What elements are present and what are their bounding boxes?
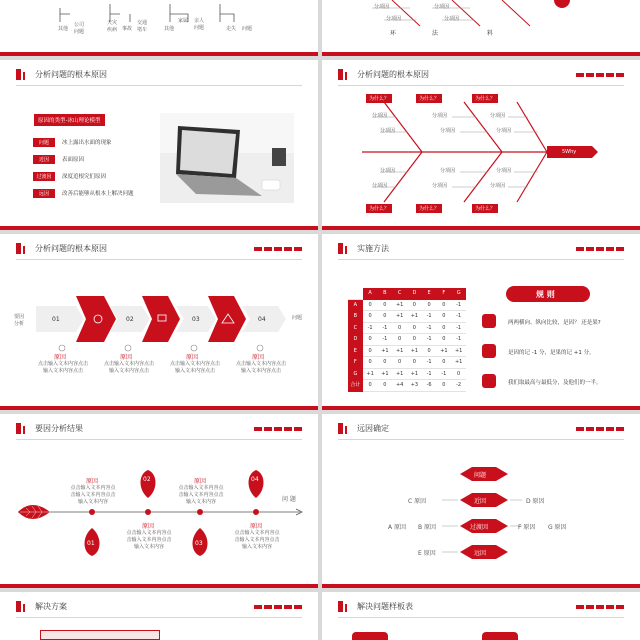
table-header-cell: G — [451, 288, 466, 300]
table-cell: +3 — [407, 380, 422, 392]
leaf-label: 问题 — [242, 26, 253, 32]
slide-title-bar — [322, 592, 640, 618]
drop-desc: 点击输入文本内容点击输入文本内容点击输入文本内容 — [234, 530, 280, 550]
table-cell: -1 — [451, 334, 466, 346]
slide-title: 分析问题的根本原因 — [357, 70, 429, 79]
drop-desc: 点击输入文本内容点击输入文本内容点击输入文本内容 — [126, 530, 172, 550]
drop-title: 原因 — [250, 523, 263, 530]
step-number: 03 — [192, 316, 200, 323]
table-cell: -6 — [422, 380, 437, 392]
table-cell: -1 — [422, 369, 437, 381]
table-cell: 0 — [363, 346, 378, 358]
table-preview — [40, 630, 160, 640]
slide-footer-bar — [0, 584, 318, 588]
table-cell: 0 — [363, 357, 378, 369]
reason-label: 分项因 — [434, 4, 450, 10]
slide-method-table[interactable] — [322, 234, 640, 410]
table-cell: 0 — [378, 380, 393, 392]
slide-root-cause[interactable] — [322, 414, 640, 588]
right-label: 问题 — [292, 315, 303, 321]
why-tag: 为什么？ — [472, 204, 498, 213]
slide-title: 实施方法 — [357, 244, 389, 253]
slide-footer-bar — [0, 52, 318, 56]
tree-lines — [0, 0, 318, 56]
leaf-label: 事故 — [122, 26, 133, 32]
table-cell: 0 — [363, 300, 378, 312]
fish-head-label: 5Why — [562, 149, 577, 155]
rule-text: 我们取最高与最低分，及他们的一半。 — [508, 380, 602, 386]
fishbone-lines — [322, 0, 640, 56]
rule-icon — [482, 314, 496, 328]
cause-label: F 原因 — [518, 524, 536, 531]
slide-title-bar — [0, 592, 318, 618]
step-number: 01 — [52, 316, 60, 323]
drop-number: 01 — [87, 540, 95, 547]
slide-drop-timeline[interactable] — [0, 414, 318, 588]
table-cell: +4 — [392, 380, 407, 392]
reason-label: 分项因 — [386, 16, 402, 22]
item-text: 冰上露出水面的现象 — [62, 140, 112, 146]
rule-icon — [482, 344, 496, 358]
table-cell: +1 — [437, 346, 452, 358]
table-cell: -1 — [451, 323, 466, 335]
drop-desc: 点击输入文本内容点击输入文本内容点击输入文本内容 — [70, 485, 116, 505]
cause-label: B 原因 — [418, 524, 437, 531]
why-tag: 为什么？ — [416, 204, 442, 213]
table-cell: 0 — [378, 357, 393, 369]
table-cell: -1 — [437, 369, 452, 381]
table-cell: 0 — [363, 311, 378, 323]
table-cell: +1 — [378, 346, 393, 358]
slide-top-right[interactable] — [322, 0, 640, 56]
table-cell: 0 — [407, 300, 422, 312]
table-cell: +1 — [392, 311, 407, 323]
leaf-label: 家属 — [178, 18, 189, 24]
table-header-cell — [348, 288, 363, 300]
reason-label: 分项因 — [374, 4, 390, 10]
table-cell: -1 — [378, 334, 393, 346]
why-tag: 为什么？ — [416, 94, 442, 103]
matrix-table — [348, 288, 466, 392]
table-cell: 0 — [407, 323, 422, 335]
item-text: 改善后能够从根本上解决问题 — [62, 191, 134, 197]
slide-top-left[interactable] — [0, 0, 318, 56]
table-row-header: C — [348, 323, 363, 335]
table-cell: 0 — [437, 380, 452, 392]
table-cell: 0 — [378, 311, 393, 323]
slide-footer-bar — [0, 406, 318, 410]
table-cell: 0 — [422, 300, 437, 312]
table-cell: 0 — [392, 334, 407, 346]
left-label: 要因分析 — [14, 314, 25, 327]
table-cell: 0 — [437, 357, 452, 369]
reason-label: 分项因 — [496, 168, 512, 174]
table-cell: +1 — [407, 311, 422, 323]
leaf-label: 天灾疾病 — [107, 20, 118, 33]
hex-label: 近因 — [474, 498, 487, 505]
table-cell: +1 — [407, 369, 422, 381]
table-cell: -1 — [422, 334, 437, 346]
reason-label: 分项因 — [380, 168, 396, 174]
table-cell: -1 — [451, 311, 466, 323]
category-label: 法 — [432, 30, 439, 37]
drop-desc: 点击输入文本内容点击输入文本内容点击输入文本内容 — [178, 485, 224, 505]
timeline-drawing — [0, 414, 318, 588]
hex-label: 远因 — [474, 550, 487, 557]
table-header-cell: B — [378, 288, 393, 300]
slide-footer-bar — [322, 406, 640, 410]
table-cell: +1 — [407, 346, 422, 358]
why-tag: 为什么？ — [366, 204, 392, 213]
leaf-label: 其他 — [164, 26, 175, 32]
table-cell: 0 — [392, 357, 407, 369]
col-desc: 点击输入文本内容点击输入文本内容点击 — [104, 361, 155, 374]
item-tag: 近因 — [33, 155, 55, 164]
item-text: 表面原因 — [62, 157, 85, 163]
rule-text: 两两横向、纵向比较，是因？ 还是果? — [508, 320, 601, 326]
col-title: 原因 — [252, 354, 265, 361]
slide-title: 分析问题的根本原因 — [35, 70, 107, 79]
slide-footer-bar — [322, 52, 640, 56]
slide-sample-table[interactable] — [322, 592, 640, 640]
rule-text: 是因的记 -1 分，是果的记 +1 分。 — [508, 350, 595, 356]
table-row-header: D — [348, 334, 363, 346]
table-cell: -1 — [378, 323, 393, 335]
step-number: 04 — [258, 316, 266, 323]
leaf-label: 公司问题 — [74, 22, 85, 35]
reason-label: 分项因 — [432, 113, 448, 119]
table-header-cell: F — [437, 288, 452, 300]
table-cell: -1 — [422, 357, 437, 369]
reason-label: 分项因 — [432, 183, 448, 189]
table-cell: -1 — [363, 323, 378, 335]
rule-icon — [482, 374, 496, 388]
reason-label: 分项因 — [380, 128, 396, 134]
table-row-header: B — [348, 311, 363, 323]
slide-iceberg[interactable] — [0, 60, 318, 230]
table-cell: 0 — [363, 380, 378, 392]
category-label: 环 — [390, 30, 397, 37]
table-cell: -2 — [451, 380, 466, 392]
why-tag: 为什么？ — [366, 94, 392, 103]
slide-solution[interactable] — [0, 592, 318, 640]
table-cell: 0 — [437, 334, 452, 346]
slide-fishbone[interactable] — [322, 60, 640, 230]
col-desc: 点击输入文本内容点击输入文本内容点击 — [236, 361, 287, 374]
leaf-label: 交通堵车 — [137, 20, 148, 33]
col-title: 原因 — [120, 354, 133, 361]
slide-title: 要因分析结果 — [35, 424, 83, 433]
table-cell: +1 — [451, 346, 466, 358]
slide-title: 分析问题的根本原因 — [35, 244, 107, 253]
hex-label: 过渡因 — [470, 524, 489, 531]
table-cell: 0 — [363, 334, 378, 346]
tab-preview — [482, 632, 518, 640]
table-row-header: G — [348, 369, 363, 381]
table-row-header: 合计 — [348, 380, 363, 392]
reason-label: 分项因 — [372, 183, 388, 189]
table-cell: +1 — [392, 369, 407, 381]
leaf-label: 其他 — [58, 26, 69, 32]
reason-label: 分项因 — [440, 168, 456, 174]
drop-number: 04 — [251, 476, 259, 483]
why-tag: 为什么？ — [472, 94, 498, 103]
reason-label: 分项因 — [496, 128, 512, 134]
table-cell: 0 — [392, 323, 407, 335]
col-desc: 点击输入文本内容点击输入文本内容点击 — [170, 361, 221, 374]
slide-arrow-steps[interactable] — [0, 234, 318, 410]
col-title: 原因 — [186, 354, 199, 361]
slide-footer-bar — [322, 584, 640, 588]
table-header-cell: D — [407, 288, 422, 300]
leaf-label: 亲人问题 — [194, 18, 205, 31]
cause-label: A 原因 — [388, 524, 407, 531]
cause-label: D 原因 — [526, 498, 545, 505]
table-header-cell: A — [363, 288, 378, 300]
cause-label: G 原因 — [548, 524, 567, 531]
table-cell: -1 — [422, 323, 437, 335]
tab-preview — [352, 632, 388, 640]
cause-label: C 原因 — [408, 498, 427, 505]
table-cell: 0 — [437, 300, 452, 312]
step-number: 02 — [126, 316, 134, 323]
reason-label: 分项因 — [490, 113, 506, 119]
slide-title: 远因确定 — [357, 424, 389, 433]
table-cell: 0 — [378, 300, 393, 312]
reason-label: 分项因 — [372, 113, 388, 119]
drop-number: 02 — [143, 476, 151, 483]
slide-title: 解决问题样板表 — [357, 602, 413, 611]
hex-label: 问题 — [474, 472, 487, 479]
item-tag: 远因 — [33, 189, 55, 198]
table-cell: 0 — [437, 311, 452, 323]
table-row-header: E — [348, 346, 363, 358]
table-cell: 0 — [422, 346, 437, 358]
cause-label: E 原因 — [418, 550, 436, 557]
slide-footer-bar — [0, 226, 318, 230]
slide-footer-bar — [322, 226, 640, 230]
table-cell: 0 — [451, 369, 466, 381]
rules-title: 规 则 — [536, 290, 555, 299]
table-header-cell: E — [422, 288, 437, 300]
table-cell: 0 — [437, 323, 452, 335]
leaf-label: 走失 — [226, 26, 237, 32]
end-label: 问 题 — [282, 496, 296, 503]
reason-label: 分项因 — [444, 16, 460, 22]
reason-label: 分项因 — [490, 183, 506, 189]
drop-number: 03 — [195, 540, 203, 547]
reason-label: 分项因 — [440, 128, 456, 134]
table-cell: 0 — [407, 357, 422, 369]
table-row-header: F — [348, 357, 363, 369]
table-cell: 0 — [407, 334, 422, 346]
table-cell: -1 — [451, 300, 466, 312]
item-tag: 问题 — [33, 138, 55, 147]
item-tag: 过渡因 — [33, 172, 55, 181]
table-cell: +1 — [392, 300, 407, 312]
model-tag: 原因的类型-冰山理论模型 — [34, 114, 105, 126]
col-title: 原因 — [54, 354, 67, 361]
table-cell: +1 — [392, 346, 407, 358]
col-desc: 点击输入文本内容点击输入文本内容点击 — [38, 361, 89, 374]
slide-title-bar — [322, 234, 640, 260]
table-header-cell: C — [392, 288, 407, 300]
table-cell: +1 — [363, 369, 378, 381]
item-text: 深度追根究们原因 — [62, 174, 107, 180]
category-label: 料 — [487, 30, 494, 37]
laptop-photo — [0, 60, 318, 230]
step-arrows — [0, 234, 318, 410]
drop-title: 原因 — [86, 478, 99, 485]
slide-title: 解决方案 — [35, 602, 67, 611]
table-row-header: A — [348, 300, 363, 312]
table-cell: +1 — [378, 369, 393, 381]
table-cell: -1 — [422, 311, 437, 323]
drop-title: 原因 — [142, 523, 155, 530]
table-cell: +1 — [451, 357, 466, 369]
drop-title: 原因 — [194, 478, 207, 485]
